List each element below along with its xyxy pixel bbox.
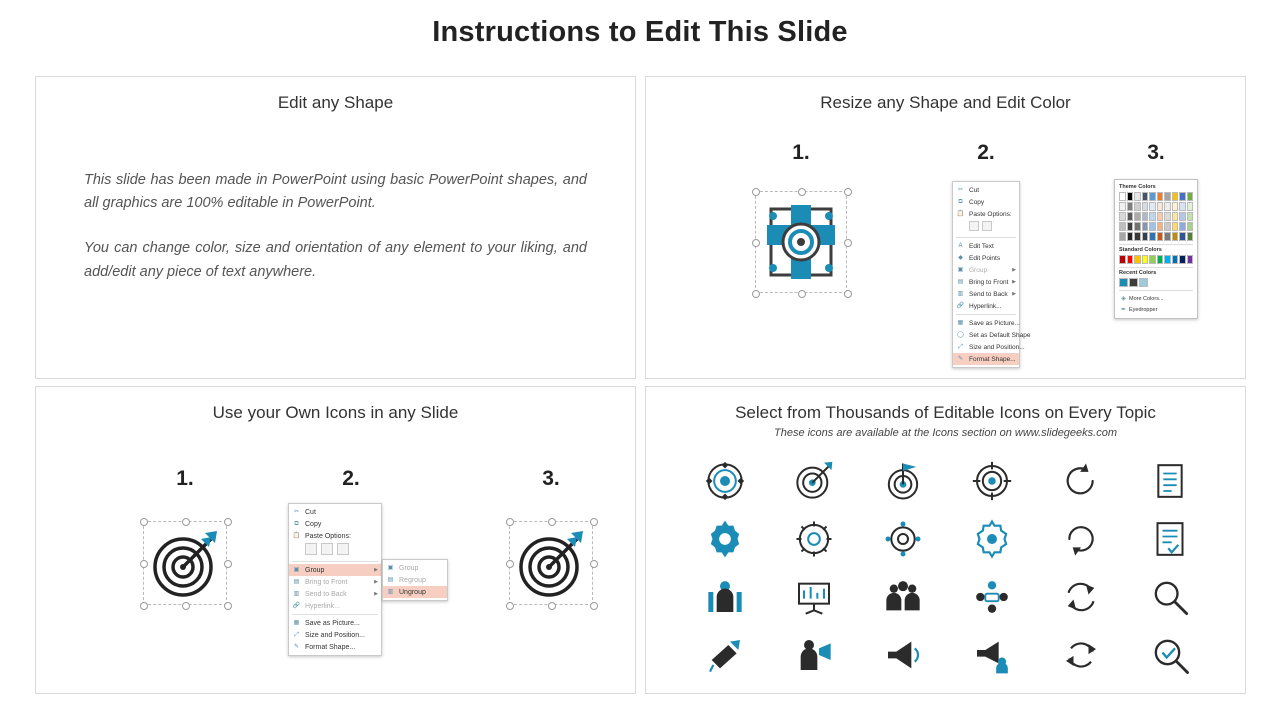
- resize-handle-nw[interactable]: [752, 188, 760, 196]
- swatch[interactable]: [1134, 255, 1141, 264]
- resize-steps-row: [646, 117, 1247, 367]
- clipboard-icon: 📋: [956, 210, 965, 217]
- megaphone-person-icon[interactable]: [972, 635, 1012, 675]
- resize-step-3-number: 3.: [1147, 141, 1165, 164]
- gear-solid-icon[interactable]: [705, 519, 745, 559]
- panel-resize-shape-edit-color: [645, 76, 1246, 379]
- megaphone-up-icon[interactable]: [705, 635, 745, 675]
- chevron-right-icon: ▶: [374, 579, 378, 585]
- panel-edit-any-shape: [35, 76, 636, 379]
- picture-icon: ▦: [957, 319, 964, 326]
- ctx-divider-1: [956, 237, 1016, 238]
- dartboard-arrow-icon[interactable]: [794, 461, 834, 501]
- ctx-item-paste-options[interactable]: 📋 Paste Options:: [956, 210, 1012, 218]
- swatch[interactable]: [1134, 222, 1141, 231]
- resize-handle-nw[interactable]: [140, 518, 148, 526]
- palette-divider-2: [1119, 267, 1193, 268]
- paste-option-1[interactable]: [305, 543, 317, 555]
- swatch[interactable]: [1187, 232, 1194, 241]
- recent-colors-row[interactable]: [1119, 278, 1193, 287]
- ctx-item-copy[interactable]: ⧉ Copy: [289, 518, 381, 530]
- swatch[interactable]: [1172, 255, 1179, 264]
- edit-shape-paragraph-2: You can change color, size and orientation of any element to your liking, and add/edit any piece of text anywhere.: [84, 240, 587, 280]
- ctx-item-size-and-position[interactable]: ⤢ Size and Position...: [953, 341, 1019, 353]
- sync-arrows-icon[interactable]: [1061, 577, 1101, 617]
- scissors-icon: ✂: [293, 508, 300, 515]
- resize-handle-w[interactable]: [140, 560, 148, 568]
- size-icon: ⤢: [294, 631, 299, 638]
- resize-handle-s[interactable]: [182, 602, 190, 610]
- own-icons-step-2-number: 2.: [342, 467, 360, 490]
- default-shape-icon: ◯: [957, 331, 964, 338]
- swatch[interactable]: [1119, 202, 1126, 211]
- recent-colors-label: Recent Colors: [1119, 270, 1157, 276]
- swatch[interactable]: [1149, 255, 1156, 264]
- swatch[interactable]: [1179, 192, 1186, 201]
- swatch[interactable]: [1179, 232, 1186, 241]
- own-icons-step-3-number: 3.: [542, 467, 560, 490]
- resize-handle-sw[interactable]: [506, 602, 514, 610]
- swatch[interactable]: [1142, 212, 1149, 221]
- ctx-item-cut[interactable]: ✂ Cut: [293, 508, 316, 516]
- resize-step-1-number: 1.: [792, 141, 810, 164]
- resize-handle-e[interactable]: [590, 560, 598, 568]
- swatch[interactable]: [1164, 202, 1171, 211]
- swatch[interactable]: [1164, 192, 1171, 201]
- paste-option-2[interactable]: [982, 221, 992, 231]
- swatch[interactable]: [1157, 255, 1164, 264]
- resize-handle-sw[interactable]: [140, 602, 148, 610]
- gear-outline-icon[interactable]: [794, 519, 834, 559]
- swatch[interactable]: [1172, 222, 1179, 231]
- ctx-item-set-default-shape[interactable]: ◯ Set as Default Shape: [957, 331, 1031, 339]
- swatch[interactable]: [1127, 192, 1134, 201]
- dartboard-arrow-icon: [515, 527, 587, 599]
- chevron-right-icon: ▶: [374, 567, 378, 573]
- chevron-right-icon: ▶: [1012, 291, 1016, 297]
- swatch[interactable]: [1149, 232, 1156, 241]
- resize-handle-n[interactable]: [798, 188, 806, 196]
- own-icons-step-1-number: 1.: [176, 467, 194, 490]
- ctx-item-format-shape[interactable]: ✎ Format Shape...: [953, 353, 1019, 365]
- regroup-icon: ▤: [387, 576, 394, 583]
- resize-step-2-number: 2.: [977, 141, 995, 164]
- copy-icon: ⧉: [958, 198, 963, 205]
- swatch[interactable]: [1179, 222, 1186, 231]
- swatch[interactable]: [1179, 202, 1186, 211]
- swatch[interactable]: [1134, 212, 1141, 221]
- color-palette-menu[interactable]: [1114, 179, 1198, 319]
- ctx-item-edit-points[interactable]: ◆ Edit Points: [953, 252, 1019, 264]
- swatch[interactable]: [1157, 232, 1164, 241]
- document-check-icon[interactable]: [1150, 519, 1190, 559]
- team-meeting-icon[interactable]: [972, 577, 1012, 617]
- icon-gallery-grid: [680, 461, 1214, 675]
- palette-icon: ◈: [1121, 296, 1126, 302]
- theme-colors-row-3[interactable]: [1119, 212, 1193, 221]
- text-icon: A: [958, 242, 963, 249]
- resize-handle-se[interactable]: [590, 602, 598, 610]
- theme-colors-row-1[interactable]: [1119, 192, 1193, 201]
- swatch[interactable]: [1127, 202, 1134, 211]
- swatch[interactable]: [1187, 212, 1194, 221]
- swatch[interactable]: [1149, 212, 1156, 221]
- resize-handle-se[interactable]: [844, 290, 852, 298]
- resize-handle-ne[interactable]: [224, 518, 232, 526]
- panel-subtitle-editable-icons: These icons are available at the Icons section on www.slidegeeks.com: [773, 427, 1117, 439]
- search-check-icon[interactable]: [1150, 635, 1190, 675]
- swatch[interactable]: [1119, 278, 1128, 287]
- ctx-item-edit-text[interactable]: A Edit Text: [953, 240, 1019, 252]
- swatch[interactable]: [1149, 202, 1156, 211]
- swatch[interactable]: [1142, 232, 1149, 241]
- submenu-item-ungroup[interactable]: ▥ Ungroup: [383, 586, 447, 598]
- icon-context-menu[interactable]: [288, 503, 382, 656]
- resize-handle-sw[interactable]: [752, 290, 760, 298]
- paste-option-2[interactable]: [321, 543, 333, 555]
- ctx-item-paste-options[interactable]: 📋 Paste Options:: [292, 532, 351, 540]
- swatch[interactable]: [1127, 222, 1134, 231]
- swatch[interactable]: [1157, 212, 1164, 221]
- ctx-item-cut[interactable]: ✂ Cut: [957, 186, 980, 194]
- picture-icon: ▦: [293, 619, 300, 626]
- ctx-item-bring-to-front[interactable]: ▤ Bring to Front ▶: [957, 278, 1016, 286]
- send-back-icon: ▥: [957, 290, 964, 297]
- crosshair-target-icon[interactable]: [972, 461, 1012, 501]
- chevron-right-icon: ▶: [374, 591, 378, 597]
- panel-title-edit-shape: Edit any Shape: [277, 93, 394, 112]
- theme-colors-row-5[interactable]: [1119, 232, 1193, 241]
- own-icons-step-2: [236, 467, 466, 651]
- shape-context-menu[interactable]: [952, 181, 1031, 368]
- own-icons-steps-row: [36, 427, 637, 677]
- theme-colors-row-4[interactable]: [1119, 222, 1193, 231]
- bring-front-icon: ▤: [293, 578, 300, 585]
- more-colors-option[interactable]: ◈ More Colors...: [1119, 293, 1193, 304]
- swatch[interactable]: [1172, 212, 1179, 221]
- chevron-right-icon: ▶: [1012, 267, 1016, 273]
- swatch[interactable]: [1157, 222, 1164, 231]
- target-puzzle-icon: [765, 203, 837, 281]
- swatch[interactable]: [1119, 212, 1126, 221]
- swatch[interactable]: [1172, 232, 1179, 241]
- ctx-item-format-shape[interactable]: ✎ Format Shape...: [293, 643, 356, 651]
- gear-dotted-icon[interactable]: [883, 519, 923, 559]
- format-icon: ✎: [293, 643, 300, 650]
- resize-handle-se[interactable]: [224, 602, 232, 610]
- paste-option-3[interactable]: [337, 543, 349, 555]
- resize-step-3: [1071, 141, 1241, 319]
- panel-title-own-icons: Use your Own Icons in any Slide: [212, 403, 459, 422]
- bring-front-icon: ▤: [957, 278, 964, 285]
- ctx-item-size-and-position[interactable]: ⤢ Size and Position...: [289, 629, 381, 641]
- submenu-item-group[interactable]: ▣ Group: [387, 564, 419, 572]
- swatch[interactable]: [1172, 202, 1179, 211]
- ctx-item-send-to-back[interactable]: ▥ Send to Back ▶: [293, 590, 378, 598]
- resize-handle-n[interactable]: [548, 518, 556, 526]
- theme-colors-row-2[interactable]: [1119, 202, 1193, 211]
- swatch[interactable]: [1119, 222, 1126, 231]
- ctx-item-group[interactable]: ▣ Group ▶: [289, 564, 381, 576]
- swatch[interactable]: [1142, 192, 1149, 201]
- group-icon: ▣: [957, 266, 964, 273]
- swatch[interactable]: [1157, 192, 1164, 201]
- ctx-divider-1: [292, 561, 378, 562]
- swatch[interactable]: [1187, 202, 1194, 211]
- paste-option-1[interactable]: [969, 221, 979, 231]
- target-dart-selected-graphic-2[interactable]: [501, 513, 601, 613]
- resize-handle-s[interactable]: [548, 602, 556, 610]
- ctx-divider-2: [956, 314, 1016, 315]
- resize-handle-nw[interactable]: [506, 518, 514, 526]
- resize-handle-w[interactable]: [752, 239, 760, 247]
- chevron-right-icon: ▶: [1012, 279, 1016, 285]
- eyedropper-option[interactable]: ✒ Eyedropper: [1120, 306, 1158, 313]
- people-group-icon[interactable]: [883, 577, 923, 617]
- palette-divider-1: [1119, 244, 1193, 245]
- page-title: Instructions to Edit This Slide: [432, 16, 848, 48]
- swatch[interactable]: [1134, 192, 1141, 201]
- swatch[interactable]: [1142, 202, 1149, 211]
- selected-shape-graphic[interactable]: [747, 183, 855, 301]
- swatch[interactable]: [1179, 255, 1186, 264]
- rotate-cw-icon[interactable]: [1061, 461, 1101, 501]
- megaphone-right-icon[interactable]: [883, 635, 923, 675]
- ctx-item-send-to-back[interactable]: ▥ Send to Back ▶: [957, 290, 1016, 298]
- points-icon: ◆: [958, 254, 963, 261]
- submenu-item-regroup[interactable]: ▤ Regroup: [387, 576, 426, 584]
- person-podium-icon[interactable]: [705, 577, 745, 617]
- circular-arrows-icon[interactable]: [1061, 635, 1101, 675]
- ctx-item-hyperlink[interactable]: 🔗 Hyperlink...: [956, 302, 1002, 310]
- target-diamond-icon[interactable]: [705, 461, 745, 501]
- swatch[interactable]: [1119, 192, 1126, 201]
- swatch[interactable]: [1172, 192, 1179, 201]
- resize-handle-e[interactable]: [844, 239, 852, 247]
- theme-colors-label: Theme Colors: [1119, 184, 1156, 190]
- swatch[interactable]: [1157, 202, 1164, 211]
- swatch[interactable]: [1139, 278, 1148, 287]
- swatch[interactable]: [1164, 222, 1171, 231]
- resize-handle-ne[interactable]: [844, 188, 852, 196]
- resize-handle-w[interactable]: [506, 560, 514, 568]
- target-dart-selected-graphic-1[interactable]: [135, 513, 235, 613]
- resize-handle-n[interactable]: [182, 518, 190, 526]
- panel-use-own-icons: [35, 386, 636, 694]
- swatch[interactable]: [1164, 212, 1171, 221]
- resize-handle-ne[interactable]: [590, 518, 598, 526]
- resize-step-2: [891, 141, 1081, 368]
- target-flag-icon[interactable]: [883, 461, 923, 501]
- clipboard-icon: 📋: [292, 532, 301, 539]
- ctx-item-bring-to-front[interactable]: ▤ Bring to Front ▶: [293, 578, 378, 586]
- group-submenu[interactable]: [382, 559, 448, 601]
- standard-colors-label: Standard Colors: [1119, 247, 1162, 253]
- swatch[interactable]: [1187, 255, 1194, 264]
- swatch[interactable]: [1164, 255, 1171, 264]
- size-icon: ⤢: [958, 343, 963, 350]
- document-list-icon[interactable]: [1150, 461, 1190, 501]
- swatch[interactable]: [1179, 212, 1186, 221]
- ctx-item-save-as-picture[interactable]: ▦ Save as Picture...: [293, 619, 360, 627]
- resize-step-1: [716, 141, 886, 301]
- person-speaker-icon[interactable]: [794, 635, 834, 675]
- panel-editable-icons: [645, 386, 1246, 694]
- swatch[interactable]: [1142, 255, 1149, 264]
- swatch[interactable]: [1149, 192, 1156, 201]
- refresh-circle-icon[interactable]: [1061, 519, 1101, 559]
- swatch[interactable]: [1129, 278, 1138, 287]
- swatch[interactable]: [1127, 212, 1134, 221]
- ungroup-icon: ▥: [387, 588, 394, 595]
- swatch[interactable]: [1187, 192, 1194, 201]
- panel-title-resize-shape: Resize any Shape and Edit Color: [820, 93, 1071, 112]
- swatch[interactable]: [1119, 255, 1126, 264]
- swatch[interactable]: [1119, 232, 1126, 241]
- send-back-icon: ▥: [293, 590, 300, 597]
- eyedropper-icon: ✒: [1120, 307, 1127, 313]
- panel-title-editable-icons: Select from Thousands of Editable Icons on Every Topic: [735, 403, 1156, 422]
- resize-handle-e[interactable]: [224, 560, 232, 568]
- swatch[interactable]: [1149, 222, 1156, 231]
- swatch[interactable]: [1127, 232, 1134, 241]
- format-icon: ✎: [957, 355, 964, 362]
- group-icon: ▣: [387, 564, 394, 571]
- swatch[interactable]: [1134, 202, 1141, 211]
- presentation-board-icon[interactable]: [794, 577, 834, 617]
- ctx-item-save-as-picture[interactable]: ▦ Save as Picture...: [957, 319, 1020, 327]
- standard-colors-row[interactable]: [1119, 255, 1193, 264]
- resize-handle-s[interactable]: [798, 290, 806, 298]
- swatch[interactable]: [1127, 255, 1134, 264]
- group-icon: ▣: [293, 566, 300, 573]
- ctx-item-hyperlink[interactable]: 🔗 Hyperlink...: [292, 602, 341, 610]
- swatch[interactable]: [1134, 232, 1141, 241]
- own-icons-step-3: [476, 467, 626, 613]
- swatch[interactable]: [1187, 222, 1194, 231]
- magnifier-icon[interactable]: [1150, 577, 1190, 617]
- swatch[interactable]: [1142, 222, 1149, 231]
- dartboard-arrow-icon: [149, 527, 221, 599]
- gear-teal-icon[interactable]: [972, 519, 1012, 559]
- copy-icon: ⧉: [294, 520, 299, 527]
- scissors-icon: ✂: [957, 186, 964, 193]
- link-icon: 🔗: [292, 602, 301, 609]
- ctx-item-copy[interactable]: ⧉ Copy: [953, 196, 1019, 208]
- ctx-item-group[interactable]: ▣ Group ▶: [957, 266, 1016, 274]
- link-icon: 🔗: [956, 302, 965, 309]
- edit-shape-paragraph-1: This slide has been made in PowerPoint using basic PowerPoint shapes, and all graphics are 100% editable in PowerPoint.: [84, 172, 587, 212]
- palette-divider-3: [1119, 290, 1193, 291]
- ctx-divider-2: [292, 614, 378, 615]
- swatch[interactable]: [1164, 232, 1171, 241]
